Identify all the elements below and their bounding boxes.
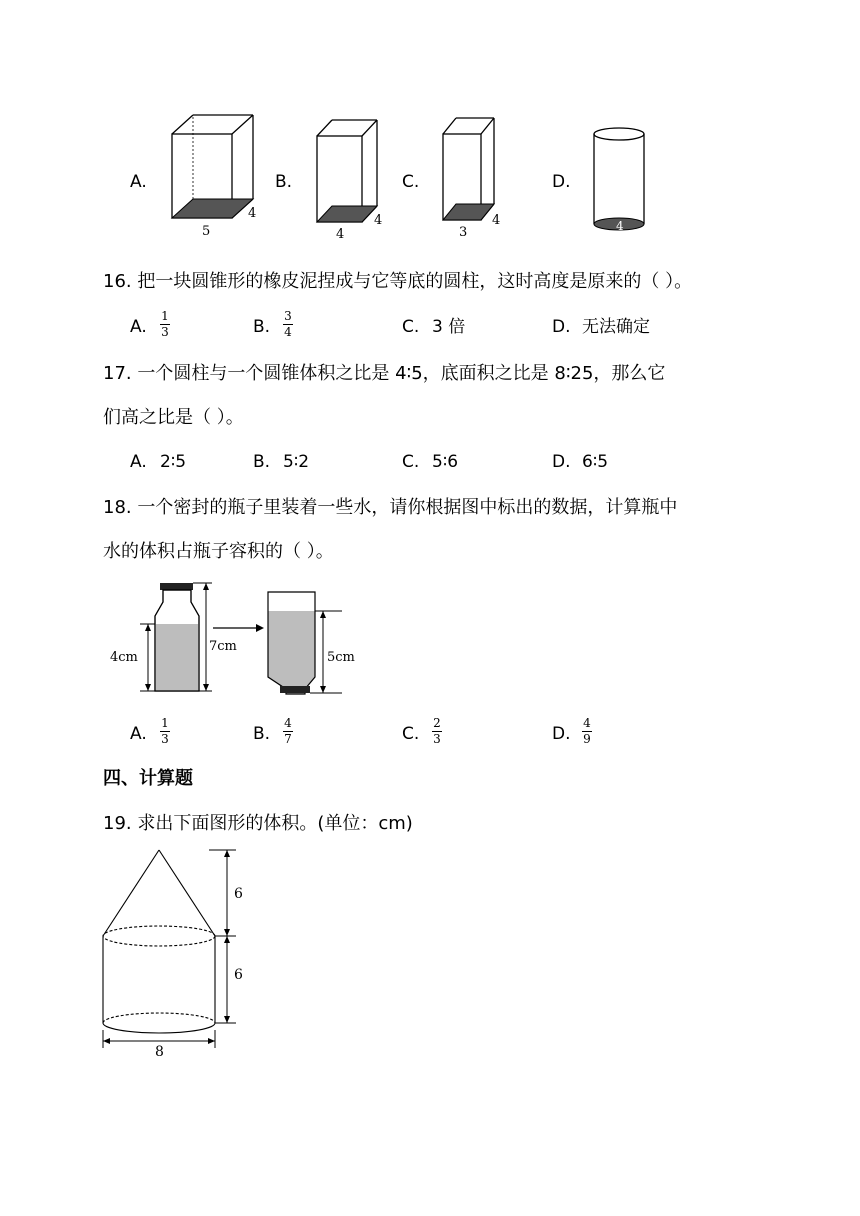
q18-option-d-fraction: 4 9	[583, 716, 591, 746]
q18-option-c-label[interactable]: C.	[402, 724, 420, 744]
q15-b-depth-label: 4	[374, 213, 383, 228]
q17-option-c-label[interactable]: C.	[402, 452, 420, 472]
q18-option-b-fraction: 4 7	[284, 716, 292, 746]
q18-question-line1: 18. 一个密封的瓶子里装着一些水，请你根据图中标出的数据，计算瓶中	[103, 497, 678, 518]
q16-option-a-label[interactable]: A.	[130, 317, 147, 337]
q15-option-c-label[interactable]: C.	[402, 172, 420, 192]
q15-a-width-label: 5	[202, 224, 211, 239]
q15-option-b-label[interactable]: B.	[275, 172, 293, 192]
q18-bottle-cap-inverted	[280, 686, 310, 693]
q18-option-a-fraction: 1 3	[161, 716, 169, 746]
q19-cylinder-height-label: 6	[234, 967, 243, 983]
q19-cone-cylinder-figure	[96, 846, 256, 1058]
q16-question: 16. 把一块圆锥形的橡皮泥捏成与它等底的圆柱，这时高度是原来的（ ）。	[103, 271, 693, 292]
q17-question-line1: 17. 一个圆柱与一个圆锥体积之比是 4∶5，底面积之比是 8∶25，那么它	[103, 363, 666, 384]
q15-option-b-cuboid	[312, 116, 392, 244]
q18-water-upright	[156, 624, 199, 690]
q17-option-c-text: 5∶6	[432, 452, 459, 472]
q18-bottle-cap	[160, 583, 193, 590]
q19-cone-height-label: 6	[234, 886, 243, 902]
q16-option-b-label[interactable]: B.	[253, 317, 271, 337]
q19-question: 19. 求出下面图形的体积。(单位：cm)	[103, 813, 413, 834]
q17-option-d-label[interactable]: D.	[552, 452, 571, 472]
q16-option-b-fraction: 3 4	[284, 309, 292, 339]
q15-option-d-cylinder	[590, 122, 650, 238]
q18-bottle-height-label: 7cm	[209, 639, 237, 654]
q18-air-height-label: 5cm	[327, 650, 355, 665]
q18-option-c-fraction: 2 3	[433, 716, 441, 746]
q16-option-d-label[interactable]: D.	[552, 317, 571, 337]
q15-option-d-label[interactable]: D.	[552, 172, 571, 192]
q17-option-b-label[interactable]: B.	[253, 452, 271, 472]
q15-option-a-label[interactable]: A.	[130, 172, 147, 192]
q17-option-a-label[interactable]: A.	[130, 452, 147, 472]
q18-option-a-label[interactable]: A.	[130, 724, 147, 744]
q17-question-line2: 们高之比是（ ）。	[103, 407, 244, 428]
q15-a-depth-label: 4	[248, 206, 257, 221]
q18-option-b-label[interactable]: B.	[253, 724, 271, 744]
q15-d-base-label: 4	[616, 219, 624, 233]
q18-water-height-label: 4cm	[110, 650, 138, 665]
q18-question-line2: 水的体积占瓶子容积的（ ）。	[103, 541, 334, 562]
q17-option-a-text: 2∶5	[160, 452, 187, 472]
q16-option-d-text: 无法确定	[582, 317, 650, 337]
q17-option-d-text: 6∶5	[582, 452, 609, 472]
q18-option-d-label[interactable]: D.	[552, 724, 571, 744]
q15-b-width-label: 4	[336, 227, 345, 242]
q16-option-a-fraction: 1 3	[161, 309, 169, 339]
q19-diameter-label: 8	[155, 1044, 164, 1058]
q15-c-depth-label: 4	[492, 213, 501, 228]
q15-option-c-cuboid	[438, 114, 508, 242]
section-heading: 四、计算题	[103, 768, 193, 789]
q18-bottle-figure	[108, 580, 368, 700]
q17-option-b-text: 5∶2	[283, 452, 310, 472]
q15-c-width-label: 3	[459, 225, 468, 240]
q16-option-c-label[interactable]: C.	[402, 317, 420, 337]
q15-option-a-cuboid	[165, 112, 265, 240]
q16-option-c-text: 3 倍	[432, 317, 466, 337]
